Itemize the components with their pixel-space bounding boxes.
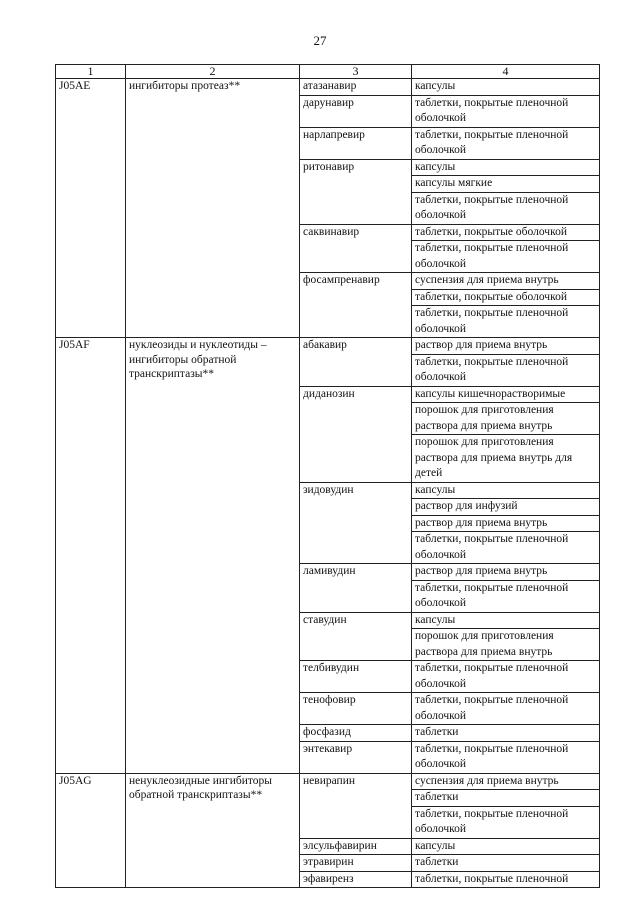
column-header: 1 <box>56 65 126 79</box>
drug-name: невирапин <box>300 773 412 838</box>
dosage-form: таблетки, покрытые пленочной оболочкой <box>412 241 600 273</box>
dosage-form: суспензия для приема внутрь <box>412 773 600 790</box>
atc-code: J05AG <box>56 773 126 888</box>
dosage-form: порошок для приготовления раствора для приема внутрь для детей <box>412 435 600 483</box>
dosage-form: таблетки <box>412 725 600 742</box>
dosage-form: таблетки, покрытые пленочной оболочкой <box>412 127 600 159</box>
group-name: нуклеозиды и нуклеотиды – ингибиторы обратной транскриптазы** <box>126 338 300 774</box>
drug-name: энтекавир <box>300 741 412 773</box>
dosage-form: раствор для приема внутрь <box>412 564 600 581</box>
column-header: 4 <box>412 65 600 79</box>
table-row <box>56 773 600 790</box>
table-body <box>56 79 600 888</box>
dosage-form: капсулы мягкие <box>412 176 600 193</box>
dosage-form: таблетки <box>412 790 600 807</box>
drug-name: элсульфавирин <box>300 838 412 855</box>
dosage-form: капсулы <box>412 612 600 629</box>
drug-name: диданозин <box>300 386 412 482</box>
drug-name: фосампренавир <box>300 273 412 338</box>
drug-name: этравирин <box>300 855 412 872</box>
dosage-form: таблетки, покрытые пленочной оболочкой <box>412 192 600 224</box>
drug-name: ламивудин <box>300 564 412 613</box>
drug-name: саквинавир <box>300 224 412 273</box>
dosage-form: капсулы <box>412 159 600 176</box>
table-header-row <box>56 65 600 79</box>
dosage-form: таблетки, покрытые пленочной оболочкой <box>412 532 600 564</box>
dosage-form: раствор для инфузий <box>412 499 600 516</box>
table-row <box>56 338 600 355</box>
drug-classification-table <box>55 64 600 888</box>
drug-name: абакавир <box>300 338 412 387</box>
dosage-form: раствор для приема внутрь <box>412 338 600 355</box>
dosage-form: таблетки, покрытые оболочкой <box>412 289 600 306</box>
dosage-form: таблетки, покрытые оболочкой <box>412 224 600 241</box>
drug-name: тенофовир <box>300 693 412 725</box>
table-row <box>56 79 600 96</box>
dosage-form: порошок для приготовления раствора для приема внутрь <box>412 403 600 435</box>
dosage-form: таблетки, покрытые пленочной оболочкой <box>412 661 600 693</box>
page-number: 27 <box>313 33 327 48</box>
atc-code: J05AF <box>56 338 126 774</box>
drug-name: телбивудин <box>300 661 412 693</box>
atc-code: J05AE <box>56 79 126 338</box>
dosage-form: таблетки, покрытые пленочной <box>412 871 600 888</box>
dosage-form: таблетки, покрытые пленочной оболочкой <box>412 806 600 838</box>
column-header: 3 <box>300 65 412 79</box>
dosage-form: суспензия для приема внутрь <box>412 273 600 290</box>
group-name: ингибиторы протеаз** <box>126 79 300 338</box>
dosage-form: таблетки <box>412 855 600 872</box>
dosage-form: капсулы <box>412 838 600 855</box>
column-header: 2 <box>126 65 300 79</box>
dosage-form: таблетки, покрытые пленочной оболочкой <box>412 95 600 127</box>
drug-name: фосфазид <box>300 725 412 742</box>
dosage-form: капсулы <box>412 482 600 499</box>
drug-name: ритонавир <box>300 159 412 224</box>
dosage-form: таблетки, покрытые пленочной оболочкой <box>412 354 600 386</box>
dosage-form: таблетки, покрытые пленочной оболочкой <box>412 306 600 338</box>
dosage-form: раствор для приема внутрь <box>412 515 600 532</box>
dosage-form: таблетки, покрытые пленочной оболочкой <box>412 580 600 612</box>
group-name: ненуклеозидные ингибиторы обратной транскриптазы** <box>126 773 300 888</box>
dosage-form: капсулы кишечнорастворимые <box>412 386 600 403</box>
drug-name: эфавиренз <box>300 871 412 888</box>
drug-name: ставудин <box>300 612 412 661</box>
dosage-form: порошок для приготовления раствора для приема внутрь <box>412 629 600 661</box>
drug-name: дарунавир <box>300 95 412 127</box>
drug-name: зидовудин <box>300 482 412 564</box>
drug-name: нарлапревир <box>300 127 412 159</box>
dosage-form: таблетки, покрытые пленочной оболочкой <box>412 741 600 773</box>
drug-name: атазанавир <box>300 79 412 96</box>
dosage-form: капсулы <box>412 79 600 96</box>
dosage-form: таблетки, покрытые пленочной оболочкой <box>412 693 600 725</box>
